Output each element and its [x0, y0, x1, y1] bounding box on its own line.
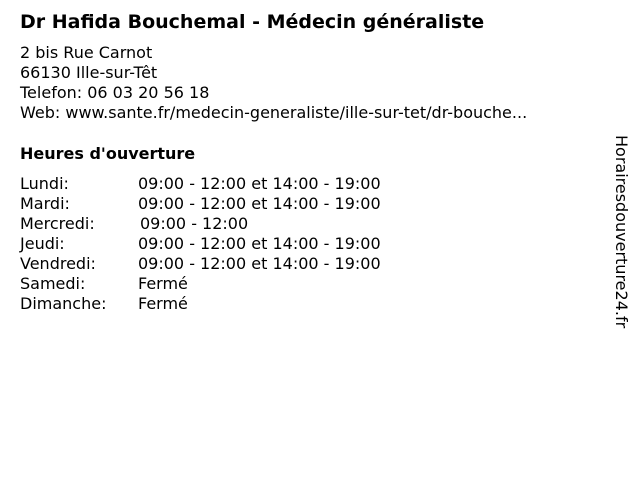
day-label: Dimanche:: [20, 294, 107, 313]
brand-watermark: Horairesdouverture24.fr: [612, 135, 631, 329]
contact-info: [20, 43, 527, 123]
time-value: Fermé: [138, 274, 188, 293]
time-value: 09:00 - 12:00 et 14:00 - 19:00: [138, 194, 381, 213]
day-label: Lundi:: [20, 174, 69, 193]
day-label: Mardi:: [20, 194, 70, 213]
time-value: 09:00 - 12:00: [140, 214, 249, 233]
page-title: Dr Hafida Bouchemal - Médecin généraliste: [20, 11, 485, 33]
day-label: Vendredi:: [20, 254, 96, 273]
time-value: 09:00 - 12:00 et 14:00 - 19:00: [138, 174, 381, 193]
phone-number: Telefon: 06 03 20 56 18: [20, 83, 210, 102]
address-street: 2 bis Rue Carnot: [20, 43, 153, 62]
hours-heading: Heures d'ouverture: [20, 144, 196, 163]
address-city: 66130 Ille-sur-Têt: [20, 63, 158, 82]
day-label: Jeudi:: [20, 234, 65, 253]
time-value: 09:00 - 12:00 et 14:00 - 19:00: [138, 254, 381, 273]
day-label: Mercredi:: [20, 214, 95, 233]
website-link[interactable]: Web: www.sante.fr/medecin-generaliste/ille-sur-tet/dr-bouche...: [20, 103, 528, 122]
time-value: Fermé: [138, 294, 188, 313]
day-label: Samedi:: [20, 274, 86, 293]
time-value: 09:00 - 12:00 et 14:00 - 19:00: [138, 234, 381, 253]
